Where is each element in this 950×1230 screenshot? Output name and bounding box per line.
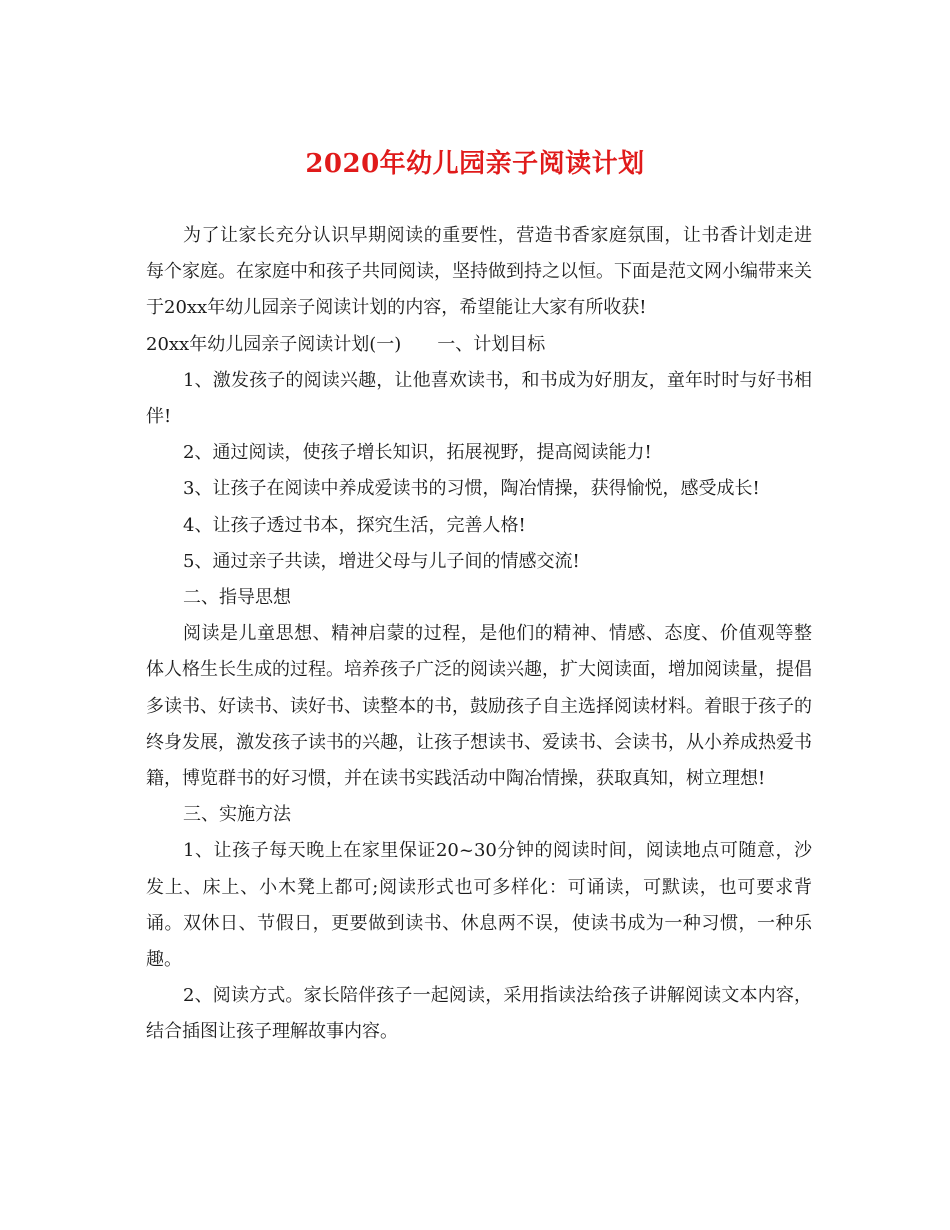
paragraph-intro: 为了让家长充分认识早期阅读的重要性，营造书香家庭氛围，让书香计划走进每个家庭。在家庭中和孩子共同阅读，坚持做到持之以恒。下面是范文网小编带来关于20xx年幼儿园亲子阅读计划的内容，希望能让大家有所收获! <box>146 225 812 319</box>
paragraph-guiding-thought: 阅读是儿童思想、精神启蒙的过程，是他们的精神、情感、态度、价值观等整体人格生长生成的过程。培养孩子广泛的阅读兴趣，扩大阅读面，增加阅读量，提倡多读书、好读书、读好书、读整本的书，鼓励孩子自主选择阅读材料。着眼于孩子的终身发展，激发孩子读书的兴趣，让孩子想读书、爱读书、会读书，从小养成热爱书籍，博览群书的好习惯，并在读书实践活动中陶冶情操，获取真知，树立理想! <box>146 623 812 790</box>
section-heading-guiding-thought: 二、指导思想 <box>183 587 291 609</box>
section-heading-methods: 三、实施方法 <box>183 804 291 826</box>
paragraph-goal-5: 5、通过亲子共读，增进父母与儿子间的情感交流! <box>183 550 580 572</box>
paragraph-plan-heading: 20xx年幼儿园亲子阅读计划(一) 一、计划目标 <box>146 333 546 355</box>
document-body <box>146 218 812 1051</box>
paragraph-goal-1: 1、激发孩子的阅读兴趣，让他喜欢读书，和书成为好朋友，童年时时与好书相伴! <box>146 369 812 428</box>
document-title: 2020年幼儿园亲子阅读计划 <box>305 149 645 179</box>
paragraph-goal-4: 4、让孩子透过书本，探究生活，完善人格! <box>183 514 526 536</box>
paragraph-method-1: 1、让孩子每天晚上在家里保证20~30分钟的阅读时间，阅读地点可随意，沙发上、床上、小木凳上都可;阅读形式也可多样化：可诵读，可默读，也可要求背诵。双休日、节假日，更要做到读书、休息两不误，使读书成为一种习惯，一种乐趣。 <box>146 840 812 971</box>
paragraph-goal-2: 2、通过阅读，使孩子增长知识，拓展视野，提高阅读能力! <box>183 442 652 464</box>
paragraph-method-2: 2、阅读方式。家长陪伴孩子一起阅读，采用指读法给孩子讲解阅读文本内容，结合插图让孩子理解故事内容。 <box>146 985 812 1043</box>
paragraph-goal-3: 3、让孩子在阅读中养成爱读书的习惯，陶冶情操，获得愉悦，感受成长! <box>183 478 760 500</box>
